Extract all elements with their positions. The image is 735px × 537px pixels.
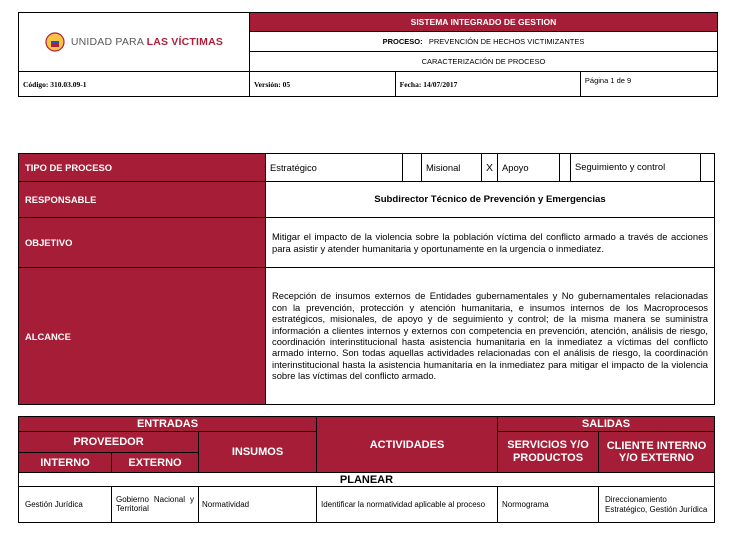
responsable-label: RESPONSABLE	[19, 182, 266, 218]
interno-header: INTERNO	[19, 453, 112, 473]
system-title: SISTEMA INTEGRADO DE GESTION	[249, 13, 717, 32]
servicios-header: SERVICIOS Y/O PRODUCTOS	[498, 432, 599, 473]
colombia-seal-icon	[45, 32, 65, 52]
salidas-header: SALIDAS	[498, 417, 715, 432]
entradas-header: ENTRADAS	[19, 417, 317, 432]
row-insumos: Normatividad	[199, 487, 317, 523]
inputs-outputs-table	[18, 416, 715, 523]
proveedor-header: PROVEEDOR	[19, 432, 199, 453]
insumos-header: INSUMOS	[199, 432, 317, 473]
mark-apoyo	[560, 154, 571, 182]
process-name: PROCESO: PREVENCIÓN DE HECHOS VICTIMIZANTES	[249, 32, 717, 52]
logo-text: UNIDAD PARA LAS VÍCTIMAS	[70, 36, 224, 48]
mark-misional: X	[482, 154, 498, 182]
document-date: Fecha: 14/07/2017	[395, 72, 580, 97]
option-estrategico: Estratégico	[266, 154, 403, 182]
document-title: CARACTERIZACIÓN DE PROCESO	[249, 52, 717, 72]
alcance-value: Recepción de insumos externos de Entidades gubernamentales y No gubernamentales relacionadas con la prevención, protección y atención humanitaria, e insumos internos de los Macroprocesos estratégicos, misionales, de apoyo y de seguimiento y control; de la misma manera se suministra información a clientes internos y externos con competencia en prevención, atención, análisis de riesgo, coordinación interinstitucional hasta asistencia humanitaria en la inmediatez a víctimas del conflicto armado interno. Son todas aquellas actividades relacionadas con el análisis de riesgo, la coordinación interinstitucional hasta la asistencia humanitaria en la inmediatez para mitigar el impacto de la violencia sobre las víctimas del conflicto armado.	[266, 268, 715, 405]
process-characterization-table	[18, 153, 715, 405]
objetivo-label: OBJETIVO	[19, 218, 266, 268]
row-interno: Gestión Jurídica	[19, 487, 112, 523]
row-actividades: Identificar la normatividad aplicable al proceso	[317, 487, 498, 523]
row-externo: Gobierno Nacional y Territorial	[112, 487, 199, 523]
row-cliente: Direccionamiento Estratégico, Gestión Jurídica	[599, 487, 715, 523]
process-type-label: TIPO DE PROCESO	[19, 154, 266, 182]
option-apoyo: Apoyo	[498, 154, 560, 182]
responsable-value: Subdirector Técnico de Prevención y Emergencias	[266, 182, 715, 218]
cliente-header: CLIENTE INTERNO Y/O EXTERNO	[599, 432, 715, 473]
row-servicios: Normograma	[498, 487, 599, 523]
externo-header: EXTERNO	[112, 453, 199, 473]
table-row	[19, 487, 715, 523]
mark-estrategico	[403, 154, 422, 182]
alcance-label: ALCANCE	[19, 268, 266, 405]
actividades-header: ACTIVIDADES	[317, 417, 498, 473]
objetivo-value: Mitigar el impacto de la violencia sobre la población víctima del conflicto armado a través de acciones para asistir y atender humanitaria y oportunamente en la urgencia o inmediatez.	[266, 218, 715, 268]
page-number: Página 1 de 9	[580, 72, 717, 97]
option-misional: Misional	[422, 154, 482, 182]
mark-seguimiento	[701, 154, 715, 182]
logo	[19, 13, 250, 72]
section-planear: PLANEAR	[19, 473, 715, 487]
document-header	[18, 12, 718, 97]
document-code: Código: 310.03.09-1	[19, 72, 250, 97]
document-version: Versión: 05	[249, 72, 395, 97]
option-seguimiento: Seguimiento y control	[571, 154, 701, 182]
